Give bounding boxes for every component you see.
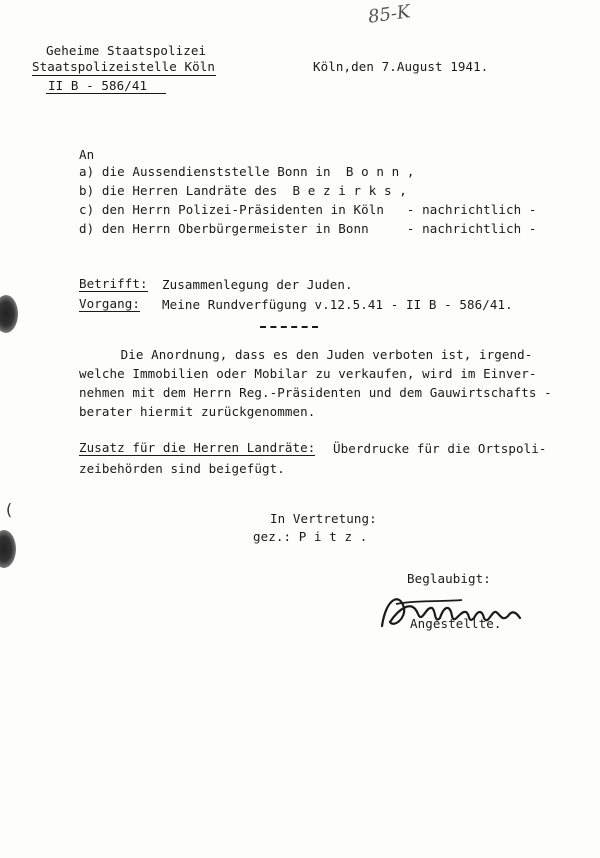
recipient-c: c) den Herrn Polizei-Präsidenten in Köln - nachrichtlich - <box>79 202 537 217</box>
body-line-4: berater hiermit zurückgenommen. <box>79 404 316 419</box>
separator-dashes <box>260 326 318 328</box>
certification-label: Beglaubigt: <box>407 571 491 586</box>
addendum-text-2: zeibehörden sind beigefügt. <box>79 461 285 476</box>
closing-line-1: In Vertretung: <box>270 511 377 526</box>
procedure-text: Meine Rundverfügung v.12.5.41 - II B - 586/41. <box>162 297 513 312</box>
recipients-heading: An <box>79 147 95 162</box>
recipient-a: a) die Aussendienststelle Bonn in B o n n , <box>79 164 415 179</box>
subject-label: Betrifft: <box>79 276 148 291</box>
recipient-b: b) die Herren Landräte des B e z i r k s , <box>79 183 407 198</box>
subject-text: Zusammenlegung der Juden. <box>162 277 353 292</box>
agency-line-1: Geheime Staatspolizei <box>46 43 207 58</box>
handwritten-annotation: 85-K <box>366 1 412 28</box>
body-line-2: welche Immobilien oder Mobilar zu verkaufen, wird im Einver- <box>79 366 537 381</box>
reference-number: II B - 586/41 <box>48 78 148 93</box>
punch-hole-top <box>0 295 18 333</box>
addendum-text-1: Überdrucke für die Ortspoli- <box>333 441 547 456</box>
body-line-3: nehmen mit dem Herrn Reg.-Präsidenten und dem Gauwirtschafts - <box>79 385 552 400</box>
addendum-label: Zusatz für die Herren Landräte: <box>79 440 316 455</box>
reference-underline <box>46 93 166 94</box>
closing-line-2: gez.: P i t z . <box>253 529 368 544</box>
recipient-d: d) den Herrn Oberbürgermeister in Bonn - nachrichtlich - <box>79 221 537 236</box>
certification-role: Angestellte. <box>410 616 502 631</box>
procedure-label: Vorgang: <box>79 296 141 311</box>
place-date: Köln,den 7.August 1941. <box>313 59 489 74</box>
agency-line-2: Staatspolizeistelle Köln <box>32 59 216 74</box>
punch-hole-bottom <box>0 530 16 568</box>
header-underline <box>32 75 216 76</box>
margin-mark: ( <box>4 500 14 519</box>
body-line-1: Die Anordnung, dass es den Juden verboten ist, irgend- <box>52 347 533 362</box>
